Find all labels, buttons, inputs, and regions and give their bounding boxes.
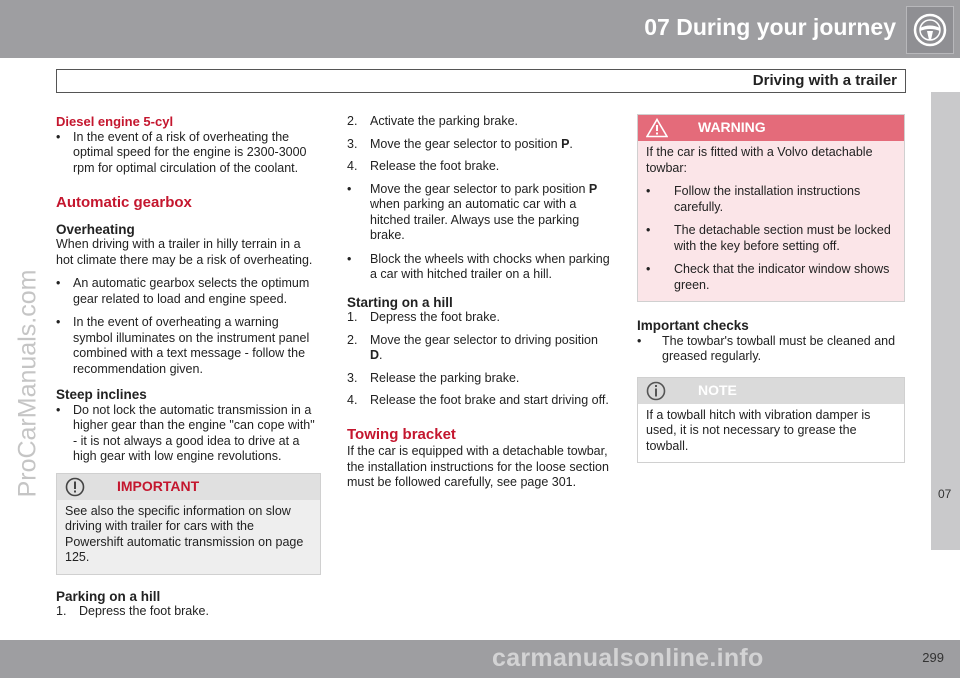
warning-box — [637, 114, 905, 302]
list-item: 4. Release the foot brake and start driving off. — [347, 393, 609, 407]
list-item: • In the event of a risk of overheating the optimal speed for the engine is 2300-3000 rpm for optimal circulation of the coolant. — [56, 129, 307, 175]
important-checks-heading: Important checks — [637, 318, 749, 333]
starting-heading: Starting on a hill — [347, 294, 453, 310]
towing-bracket-heading: Towing bracket — [347, 425, 456, 443]
diesel-heading: Diesel engine 5-cyl — [56, 114, 174, 129]
note-label: NOTE — [698, 381, 737, 398]
list-item: 2. Activate the parking brake. — [347, 114, 518, 128]
column-3 — [637, 114, 905, 463]
warning-triangle-icon — [646, 118, 668, 143]
side-tab-number: 07 — [938, 487, 952, 501]
list-item: • In the event of overheating a warning symbol illuminates on the instrument panel combined with a text message - follow the recommendation given. — [56, 315, 310, 376]
towing-text: If the car is equipped with a detachable towbar, the installation instructions for the loose section must be followed carefully, see page 301. — [347, 444, 609, 489]
list-item: 2. Move the gear selector to driving position D. — [347, 332, 598, 362]
page-number: 299 — [922, 650, 944, 665]
overheating-text: When driving with a trailer in hilly terrain in a hot climate there may be a risk of overheating. — [56, 237, 313, 267]
steering-wheel-icon — [906, 6, 954, 54]
list-item: 3. Release the parking brake. — [347, 370, 520, 385]
list-item: • The towbar's towball must be cleaned and greased regularly. — [637, 333, 896, 363]
footer-watermark: carmanualsonline.info — [492, 644, 764, 672]
info-icon — [646, 381, 666, 406]
steep-inclines-heading: Steep inclines — [56, 387, 147, 402]
section-header-bar — [56, 69, 906, 93]
list-item: 4. Release the foot brake. — [347, 159, 500, 173]
column-2 — [347, 114, 613, 491]
list-item: 1. Depress the foot brake. — [347, 310, 500, 324]
note-box — [637, 377, 905, 464]
column-1 — [56, 114, 321, 627]
chapter-side-tab — [931, 92, 960, 550]
parking-heading: Parking on a hill — [56, 588, 161, 604]
section-title: Driving with a trailer — [752, 72, 897, 89]
footer-bar — [0, 640, 960, 678]
overheating-heading: Overheating — [56, 221, 135, 237]
warning-intro: If the car is fitted with a Volvo detachable towbar: — [646, 145, 873, 175]
list-item: • Move the gear selector to park position P when parking an automatic car with a hitched trailer. Always use the parking brake. — [347, 181, 598, 242]
important-label: IMPORTANT — [117, 477, 200, 494]
list-item: • An automatic gearbox selects the optimum gear related to load and engine speed. — [56, 276, 310, 306]
automatic-gearbox-heading: Automatic gearbox — [56, 194, 192, 211]
important-box — [56, 473, 321, 575]
chapter-title: 07 During your journey — [644, 14, 896, 40]
warning-label: WARNING — [698, 119, 766, 135]
side-watermark: ProCarManuals.com — [13, 269, 42, 498]
list-item: • Block the wheels with chocks when parking a car with hitched trailer on a hill. — [347, 251, 610, 281]
list-item: • Do not lock the automatic transmission in a higher gear than the engine "can cope with" - it is not always a good idea to drive at a high gear with low engine revolutions. — [56, 402, 315, 463]
list-item: • The detachable section must be locked with the key before setting off. — [646, 223, 891, 253]
note-text: If a towball hitch with vibration damper is used, it is not necessary to grease the towball. — [638, 404, 904, 463]
list-item: • Check that the indicator window shows green. — [646, 262, 890, 292]
exclamation-icon — [65, 477, 85, 502]
important-text: See also the specific information on slow driving with trailer for cars with the Powershift automatic transmission on page 125. — [57, 500, 320, 574]
list-item: 1. Depress the foot brake. — [56, 604, 209, 618]
list-item: • Follow the installation instructions carefully. — [646, 184, 861, 214]
list-item: 3. Move the gear selector to position P. — [347, 136, 573, 151]
